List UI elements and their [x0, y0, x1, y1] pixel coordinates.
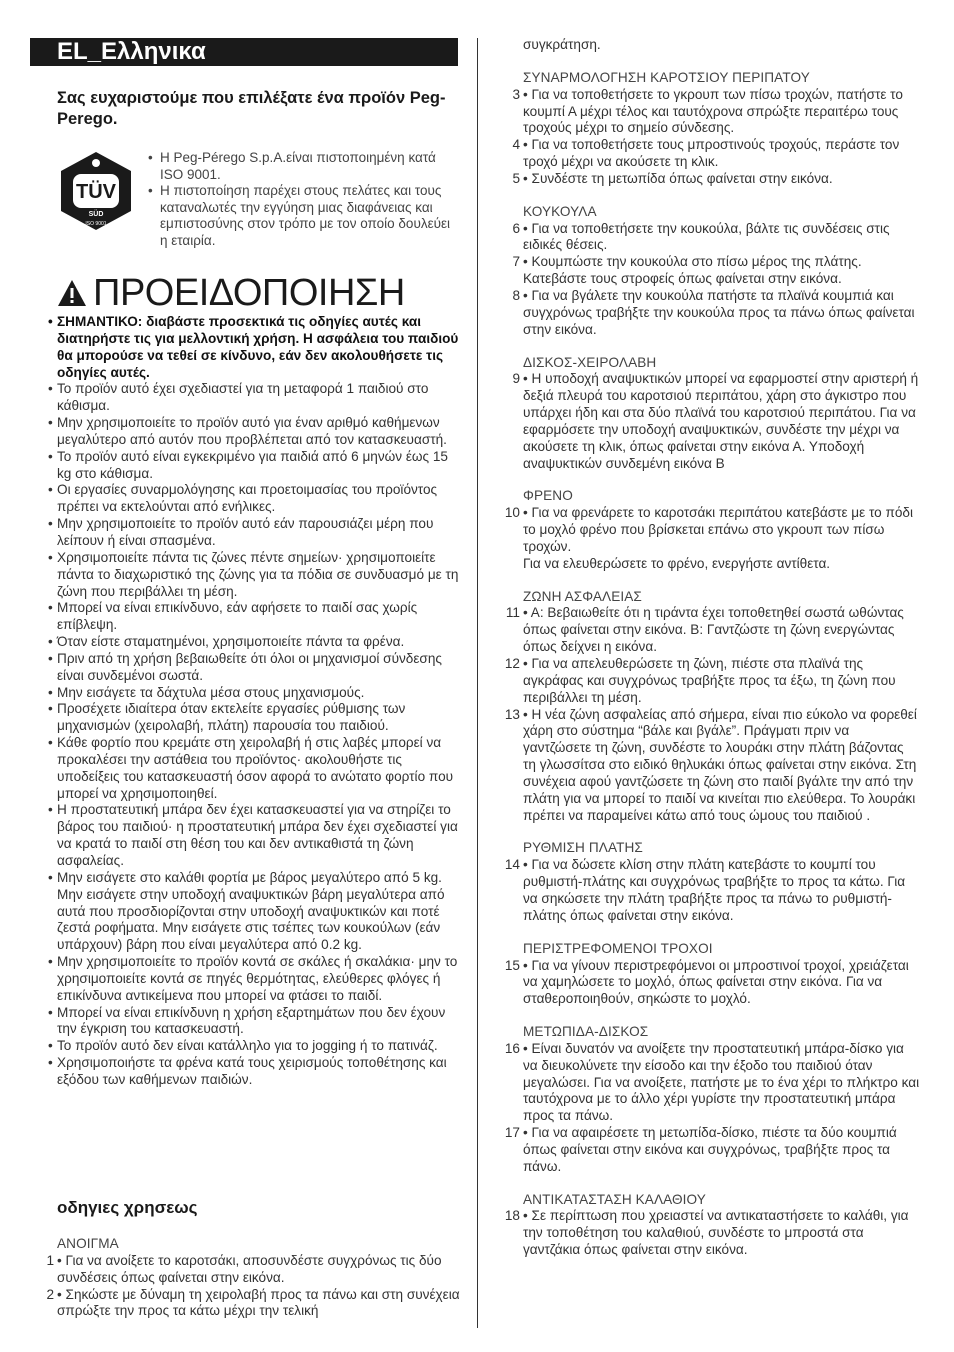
item-bullet: • [523, 1040, 532, 1056]
item-number: 18 [504, 1208, 520, 1224]
item-bullet: • [523, 371, 532, 387]
section-heading: ΖΩΝΗ ΑΣΦΑΛΕΙΑΣ [523, 588, 642, 604]
warning-item: • Κάθε φορτίο που κρεμάτε στη χειρολαβή ή στις λαβές μπορεί να προκαλέσει την αστάθεια του προϊόντος· ακολουθήστε τις υποδείξεις του κατασκευαστή όσον αφορά το ανώτατο φορτίο που μπορεί να χρησιμοποιηθεί. [30, 735, 460, 802]
instruction-item: 4 • Για να τοποθετήσετε τους μπροστινούς τροχούς, περάστε τον τροχό μέχρι να ακούσετε τη κλικ. [496, 137, 920, 171]
section-opening [30, 1236, 460, 1320]
cert-item: • Η Peg-Pérego S.p.A.είναι πιστοποιημένη κατά ISO 9001. [148, 150, 458, 183]
instruction-item: 7 • Κουμπώστε την κουκούλα στο πίσω μέρος της πλάτης. Κατεβάστε τους στροφείς όπως φαίνεται στην εικόνα. [496, 254, 920, 288]
item-bullet: • [523, 656, 532, 671]
item-number: 5 [512, 170, 520, 186]
item-bullet: • [523, 220, 532, 236]
warning-title-text: ΠΡΟΕΙΔΟΠΟΙΗΣΗ [93, 272, 405, 314]
item-number: 9 [512, 371, 520, 387]
instruction-item: 6 • Για να τοποθετήσετε την κουκούλα, βάλτε τις συνδέσεις στις ειδικές θέσεις. [496, 221, 920, 255]
item-number: 8 [512, 287, 520, 303]
item-number: 17 [504, 1125, 520, 1141]
tuv-certification-logo [57, 150, 135, 232]
cert-item: • Η πιστοποίηση παρέχει στους πελάτες και τους καταναλωτές την εγγύηση μιας διαφάνειας και εμπιστοσύνης στον τρόπο με τον οποίο δουλεύει η εταιρία. [148, 183, 458, 249]
warning-item: • Το προϊόν αυτό είναι εγκεκριμένο για παιδιά από 6 μηνών έως 15 kg στο κάθισμα. [30, 449, 460, 483]
warning-item: • Μην χρησιμοποιείτε το προϊόν κοντά σε σκάλες ή σκαλάκια· μην το χρησιμοποιείτε κοντά σε πηγές θερμότητας, ελεύθερες φλόγες ή επικίνδυνα αντικείμενα που μπορεί να φτάσει το παιδί. [30, 954, 460, 1005]
item-bullet: • [57, 1252, 66, 1268]
item-bullet: • [523, 1125, 532, 1141]
warning-item: • Το προϊόν αυτό έχει σχεδιαστεί για τη μεταφορά 1 παιδιού στο κάθισμα. [30, 381, 460, 415]
item-number: 7 [512, 254, 520, 270]
section-heading: ΜΕΤΩΠΙΔΑ-ΔΙΣΚΟΣ [523, 1024, 649, 1040]
item-number: 16 [504, 1040, 520, 1056]
item-bullet: • [523, 137, 532, 153]
instruction-item: 9 • Η υποδοχή αναψυκτικών μπορεί να εφαρμοστεί στην αριστερή ή δεξιά πλευρά του καροτσιού περιπάτου, χάρη στο άγκιστρο που υπάρχει ήδη και στα δύο πλαϊνά του καροτσιού περιπάτου. Για να εφαρμόσετε την υποδοχή αναψυκτικών, συνδέστε την μέχρι να ακούσετε τη κλικ, όπως φαίνεται στην εικόνα Α. Υποδοχή αναψυκτικών συνδεμένη εικόνα Β [496, 371, 920, 472]
warning-item: • Μην χρησιμοποιείτε το προϊόν αυτό για έναν αριθμό καθήμενων μεγαλύτερο από αυτόν που προβλέπεται από τον κατασκευαστή. [30, 415, 460, 449]
instruction-item: 14 • Για να δώσετε κλίση στην πλάτη κατεβάστε το κουμπί του ρυθμιστή-πλάτης και συγχρόνως τραβήξτε το προς τα κάτω. Για να σηκώσετε την πλάτη τραβήξτε προς τα πάνω το ρυθμιστή-πλάτης όπως φαίνεται στην εικόνα. [496, 857, 920, 924]
right-column [496, 37, 920, 1259]
warning-item: • Προσέχετε ιδιαίτερα όταν εκτελείτε εργασίες ρύθμισης των μηχανισμών (χειρολαβή, πλάτη) παρουσία του παιδιού. [30, 701, 460, 735]
item-number: 6 [512, 220, 520, 236]
item-bullet: • [523, 857, 532, 873]
warning-item: • Μην χρησιμοποιείτε το προϊόν αυτό εάν παρουσιάζει μέρη που λείπουν ή είναι σπασμένα. [30, 516, 460, 550]
instruction-item: 16 • Είναι δυνατόν να ανοίξετε την προστατευτική μπάρα-δίσκο για να διευκολύνετε την είσοδο και την έξοδο του παιδιού όταν μεγαλώσει. Για να ανοίξετε, πατήστε με το ένα χέρι το πλήκτρο και ταυτόχρονα με το άλλο χέρι γυρίστε την προστατευτική μπάρα προς τα πάνω. [496, 1041, 920, 1125]
warning-item: • Μην εισάγετε τα δάχτυλα μέσα στους μηχανισμούς. [30, 685, 460, 702]
item-number: 2 [46, 1286, 54, 1302]
instruction-item: 18 • Σε περίπτωση που χρειαστεί να αντικαταστήσετε το καλάθι, για την τοποθέτηση του καλαθιού, συνδέστε το μπροστά στα γαντζάκια όπως φαίνεται στην εικόνα. [496, 1208, 920, 1259]
instruction-item: 13 • Η νέα ζώνη ασφαλείας από σήμερα, είναι πιο εύκολο να φορεθεί χάρη στο σύστημα “βάλε και βγάλε”. Πράγματι πριν να γαντζώσετε τη ζώνη, συνδέστε το λουράκι στην πλάτη βάζοντας τη γλωσσίτσα στο ειδικό θηλυκάκι όπως φαίνεται στην εικόνα. Στη συνέχεια αφού γαντζώσετε τη ζώνη στο παιδί βγάλτε την από την πλάτη για να μπορεί το παιδί να κινείται πιο ελεύθερα. Το λουράκι πρέπει να παραμείνει κάτω από τους ώμους του παιδιού . [496, 707, 920, 825]
item-bullet: • [523, 254, 532, 270]
instruction-item: 10 • Για να φρενάρετε το καροτσάκι περιπάτου κατεβάστε με το πόδι το μοχλό φρένο που βρίσκεται επάνω στο γκρουπ των πίσω τροχών. [496, 505, 920, 556]
item-bullet: • [57, 1286, 66, 1302]
item-bullet: • [523, 706, 532, 722]
warning-item: • Μην εισάγετε στο καλάθι φορτία με βάρος μεγαλύτερο από 5 kg. Μην εισάγετε στην υποδοχή αναψυκτικών βάρη μεγαλύτερα από αυτά που προσδιορίζονται στην υποδοχή αναψυκτικών και ποτέ ζεστά ροφήματα. Μην εισάγετε στις τσέπες των κουκούλων (εάν υπάρχουν) βάρη που είναι μεγαλύτερα από 0.2 kg. [30, 870, 460, 954]
section-heading: ΑΝΟΙΓΜΑ [57, 1236, 119, 1251]
item-bullet: • [523, 287, 532, 303]
instruction-item: 1 • Για να ανοίξετε το καροτσάκι, αποσυνδέστε συγχρόνως τις δύο συνδέσεις όπως φαίνεται στην εικόνα. [30, 1253, 460, 1287]
warning-item: • ΣΗΜΑΝΤΙΚΟ: διαβάστε προσεκτικά τις οδηγίες αυτές και διατηρήστε τις για μελλοντική χρήση. Η ασφάλεια του παιδιού θα μπορούσε να τεθεί σε κίνδυνο, εάν δεν ακολουθήσετε τις οδηγίες αυτές. [30, 314, 460, 381]
logo-iso: ISO 9001 [85, 221, 107, 227]
warning-item: • Μπορεί να είναι επικίνδυνη η χρήση εξαρτημάτων που δεν έχουν την έγκριση του κατασκευαστή. [30, 1005, 460, 1039]
item-number: 1 [46, 1252, 54, 1268]
section-heading: ΣΥΝΑΡΜΟΛΟΓΗΣΗ ΚΑΡΟΤΣΙΟΥ ΠΕΡΙΠΑΤΟΥ [523, 69, 810, 85]
instruction-item: 15 • Για να γίνουν περιστρεφόμενοι οι μπροστινοί τροχοί, χρειάζεται να χαμηλώσετε το μοχλό, όπως φαίνεται στην εικόνα. Για να σταθεροποιηθούν, σηκώστε το μοχλό. [496, 958, 920, 1009]
section-heading: ΦΡΕΝΟ [523, 488, 573, 504]
section-heading: ΡΥΘΜΙΣΗ ΠΛΑΤΗΣ [523, 840, 643, 856]
warning-item: • Πριν από τη χρήση βεβαιωθείτε ότι όλοι οι μηχανισμοί σύνδεσης είναι συνδεμένοι σωστά. [30, 651, 460, 685]
item-bullet: • [523, 86, 532, 102]
warning-item: • Όταν είστε σταματημένοι, χρησιμοποιείτε πάντα τα φρένα. [30, 634, 460, 651]
item-number: 10 [504, 505, 520, 521]
warning-title [57, 271, 405, 315]
item-bullet: • [523, 1208, 532, 1224]
warning-item: • Μπορεί να είναι επικίνδυνο, εάν αφήσετε το παιδί σας χωρίς επίβλεψη. [30, 600, 460, 634]
section-heading: ΔΙΣΚΟΣ-ΧΕΙΡΟΛΑΒΗ [523, 354, 657, 370]
item-number: 12 [504, 656, 520, 671]
thanks-heading: Σας ευχαριστούμε που επιλέξατε ένα προϊόν Peg-Perego. [57, 89, 446, 128]
language-header: EL_Ελληνικα [30, 38, 458, 66]
instruction-item: 17 • Για να αφαιρέσετε τη μετωπίδα-δίσκο, πιέστε τα δύο κουμπιά όπως φαίνεται στην εικόνα και συγχρόνως, τραβήξτε προς τα πάνω. [496, 1125, 920, 1176]
warning-item: • Η προστατευτική μπάρα δεν έχει κατασκευαστεί για να στηρίζει το βάρος του παιδιού· η προστατευτική μπάρα δεν έχει σχεδιαστεί για να κρατά το παιδί στη θέση του και δεν αντικαθιστά τη ζώνη ασφαλείας. [30, 802, 460, 869]
item-number: 13 [504, 706, 520, 722]
instruction-continued: Για να ελευθερώσετε το φρένο, ενεργήστε αντίθετα. [523, 555, 831, 571]
item-number: 14 [504, 857, 520, 873]
instruction-item: 5 • Συνδέστε τη μετωπίδα όπως φαίνεται στην εικόνα. [496, 171, 920, 188]
item-number: 11 [505, 605, 520, 621]
item-bullet: • [523, 957, 532, 973]
section-heading: ΑΝΤΙΚΑΤΑΣΤΑΣΗ ΚΑΛΑΘΙΟΥ [523, 1191, 706, 1207]
warning-item: • Το προϊόν αυτό δεν είναι κατάλληλο για το jogging ή το πατινάζ. [30, 1038, 460, 1055]
warning-item: • Χρησιμοποιήστε τα φρένα κατά τους χειρισμούς τοποθέτησης και εξόδου των καθήμενων παιδιών. [30, 1055, 460, 1089]
instruction-item: 12 • Για να απελευθερώσετε τη ζώνη, πιέστε στα πλαϊνά της αγκράφας και συγχρόνως τραβήξτε προς τα έξω, τη ζώνη που περιβάλλει τη μέση. [496, 656, 920, 707]
item-bullet: • [523, 605, 531, 621]
instruction-item: 3 • Για να τοποθετήσετε το γκρουπ των πίσω τροχών, πατήστε το κουμπί Α μέχρι τέλος και ταυτόχρονα σπρώξτε περαιτέρω τους τροχούς μέχρι το σημείο σύνδεσης. [496, 87, 920, 138]
section-heading: ΠΕΡΙΣΤΡΕΦΟΜΕΝΟΙ ΤΡΟΧΟΙ [523, 940, 713, 956]
instruction-item: 11 • Α: Βεβαιωθείτε ότι η τιράντα έχει τοποθετηθεί σωστά ωθώντας όπως φαίνεται στην εικόνα. Β: Γαντζώστε τη ζώνη ενεργώντας όπως δείχνει η εικόνα. [496, 605, 920, 656]
instruction-item: 2 • Σηκώστε με δύναμη τη χειρολαβή προς τα πάνω και στη συνέχεια σπρώξτε την προς τα κάτω μέχρι την τελική [30, 1287, 460, 1321]
warning-item: • Χρησιμοποιείτε πάντα τις ζώνες πέντε σημείων· χρησιμοποιείτε πάντα το διαχωριστικό της ζώνης για τα πόδια σε συνδυασμό με τη ζώνη που περιβάλλει τη μέση. [30, 550, 460, 601]
item-bullet: • [523, 170, 532, 186]
logo-text: TÜV [76, 181, 116, 203]
certification-list [148, 150, 458, 250]
section-heading: ΚΟΥΚΟΥΛΑ [523, 203, 597, 219]
item-number: 4 [512, 137, 520, 153]
continued-text: συγκράτηση. [523, 37, 601, 52]
warning-triangle-icon [57, 278, 87, 308]
column-divider [477, 38, 478, 1328]
warning-item: • Οι εργασίες συναρμολόγησης και προετοιμασίας του προϊόντος πρέπει να εκτελούνται από ενήλικες. [30, 482, 460, 516]
warning-list [30, 314, 460, 1089]
logo-sub: SÜD [88, 211, 104, 218]
instruction-item: 8 • Για να βγάλετε την κουκούλα πατήστε τα πλαϊνά κουμπιά και συγχρόνως τραβήξτε την κουκούλα προς τα πάνω όπως φαίνεται στην εικόνα. [496, 288, 920, 339]
usage-heading: οδηγιες χρησεως [57, 1198, 198, 1217]
item-number: 3 [512, 86, 520, 102]
item-number: 15 [504, 957, 520, 973]
item-bullet: • [523, 505, 532, 521]
